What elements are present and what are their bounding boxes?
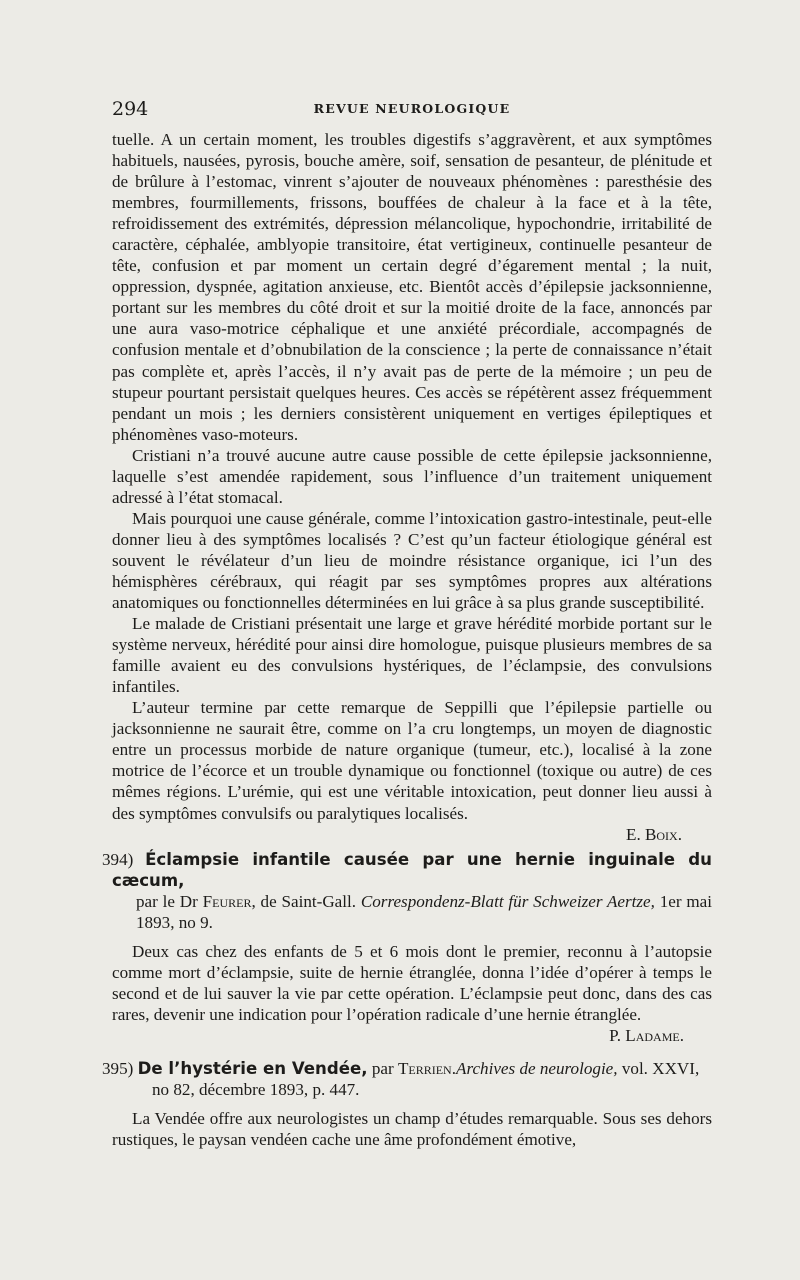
- signature-ladame: [112, 1025, 712, 1046]
- entry-395-title: De l’hystérie en Vendée,: [137, 1059, 368, 1079]
- spacer: [112, 1100, 712, 1108]
- entry-395-by: par: [371, 1059, 394, 1079]
- running-title: REVUE NEUROLOGIQUE: [313, 101, 511, 116]
- entry-394-title-line: [102, 849, 712, 891]
- entry-394-author: Feurer: [202, 891, 252, 911]
- paragraph-4: Le malade de Cristiani présentait une large et grave hérédité morbide portant sur le système nerveux, hérédité pour ainsi dire homologue, puisque plusieurs membres de sa famille avaient eu des convulsions hystériques, de l’éclampsie, des convulsions infantiles.: [112, 614, 712, 697]
- entry-394-text: Deux cas chez des enfants de 5 et 6 mois dont le premier, reconnu à l’autopsie comme mort d’éclampsie, suite de hernie étranglée, donna l’idée d’opérer à temps le second et de lui sauver la vie par cette opération. L’éclampsie peut donc, dans des cas rares, devenir une indication pour l’opération radicale d’une hernie étranglée.: [112, 941, 712, 1024]
- page-number: 294: [112, 98, 149, 120]
- entry-394-journal: Correspondenz-Blatt für Schweizer Aertze,: [360, 891, 655, 911]
- entry-395-text: La Vendée offre aux neurologistes un champ d’études remarquable. Sous ses dehors rustiques, le paysan vendéen cache une âme profondément émotive,: [112, 1109, 712, 1150]
- entry-395-date: no 82, décembre 1893, p. 447.: [152, 1080, 360, 1100]
- signature-ladame-text: P. Ladame.: [609, 1025, 684, 1045]
- paragraph-3: Mais pourquoi une cause générale, comme l’intoxication gastro-intestinale, peut-elle donner lieu à des symptômes localisés ? C’est qu’un facteur étiologique général est souvent le révélateur d’un lieu de moindre résistance organique, ici l’un des hémisphères cérébraux, qui réagit par ses symptômes propres aux altérations anatomiques ou fonctionnelles déterminées en lui grâce à sa plus grande susceptibilité.: [112, 508, 712, 613]
- signature-boix-text: E. Boix.: [626, 824, 682, 844]
- entry-394-date: 1er mai 1893, no 9.: [136, 891, 712, 932]
- signature-boix: [112, 824, 712, 845]
- entry-394-title: Éclampsie infantile causée par une hernie inguinale du cæcum,: [112, 849, 712, 890]
- spacer: [112, 1046, 712, 1054]
- entry-395-number: 395): [102, 1059, 134, 1079]
- entry-394-place: , de Saint-Gall.: [251, 891, 357, 911]
- entry-394-by: par le Dr: [136, 891, 198, 911]
- entry-394-number: 394): [102, 849, 134, 869]
- entry-395-title-line: [102, 1058, 712, 1079]
- spacer: [112, 933, 712, 941]
- paragraph-1: tuelle. A un certain moment, les troubles digestifs s’aggravèrent, et aux symptômes habituels, nausées, pyrosis, bouche amère, soif, sensation de pesanteur, de plénitude et de brûlure à l’estomac, vinrent s’ajouter de nouveaux phénomènes : paresthésie des membres, fourmillements, frissons, bouffées de chaleur à la face et à la tête, refroidissement des extrémités, dépression mélancolique, hypochondrie, irritabilité de caractère, céphalée, amblyopie transitoire, état vertigineux, continuelle pesanteur de tête, confusion et par moment un certain degré d’égarement mental ; la nuit, oppression, dyspnée, agitation anxieuse, etc. Bientôt accès d’épilepsie jacksonnienne, portant sur les membres du côté droit et sur la moitié droite de la face, annoncés par une aura vaso-motrice céphalique et une anxiété précordiale, accompagnés de confusion mentale et d’obnubilation de la conscience ; la perte de connaissance n’était pas complète et, après l’accès, il n’y avait pas de perte de la mémoire ; un peu de stupeur pourtant persistait quelques heures. Ces accès se répétèrent assez fréquemment pendant un mois ; les derniers consistèrent uniquement en vertiges épileptiques et phénomènes vaso-moteurs.: [112, 130, 712, 444]
- paragraph-5: L’auteur termine par cette remarque de Seppilli que l’épilepsie partielle ou jacksonnienne ne saurait être, comme on l’a cru longtemps, un moyen de diagnostic entre un processus morbide de nature organique (tumeur, etc.), localisé à la zone motrice de l’écorce et un trouble dynamique ou fonctionnel (toxique ou autre) de ces mêmes régions. L’urémie, qui est une véritable intoxication, peut donner lieu aussi à des symptômes convulsifs ou paralytiques localisés.: [112, 698, 712, 823]
- paragraph-2: Cristiani n’a trouvé aucune autre cause possible de cette épilepsie jacksonnienne, laquelle s’est amendée rapidement, sous l’influence d’un traitement uniquement adressé à l’état stomacal.: [112, 445, 712, 507]
- entry-395-author: Terrien.: [397, 1059, 456, 1079]
- entry-395-journal: Archives de neurologie,: [456, 1059, 618, 1079]
- article-body: [102, 129, 712, 1150]
- entry-394-citation: [112, 891, 712, 933]
- entry-395-volume: vol. XXVI,: [621, 1059, 700, 1079]
